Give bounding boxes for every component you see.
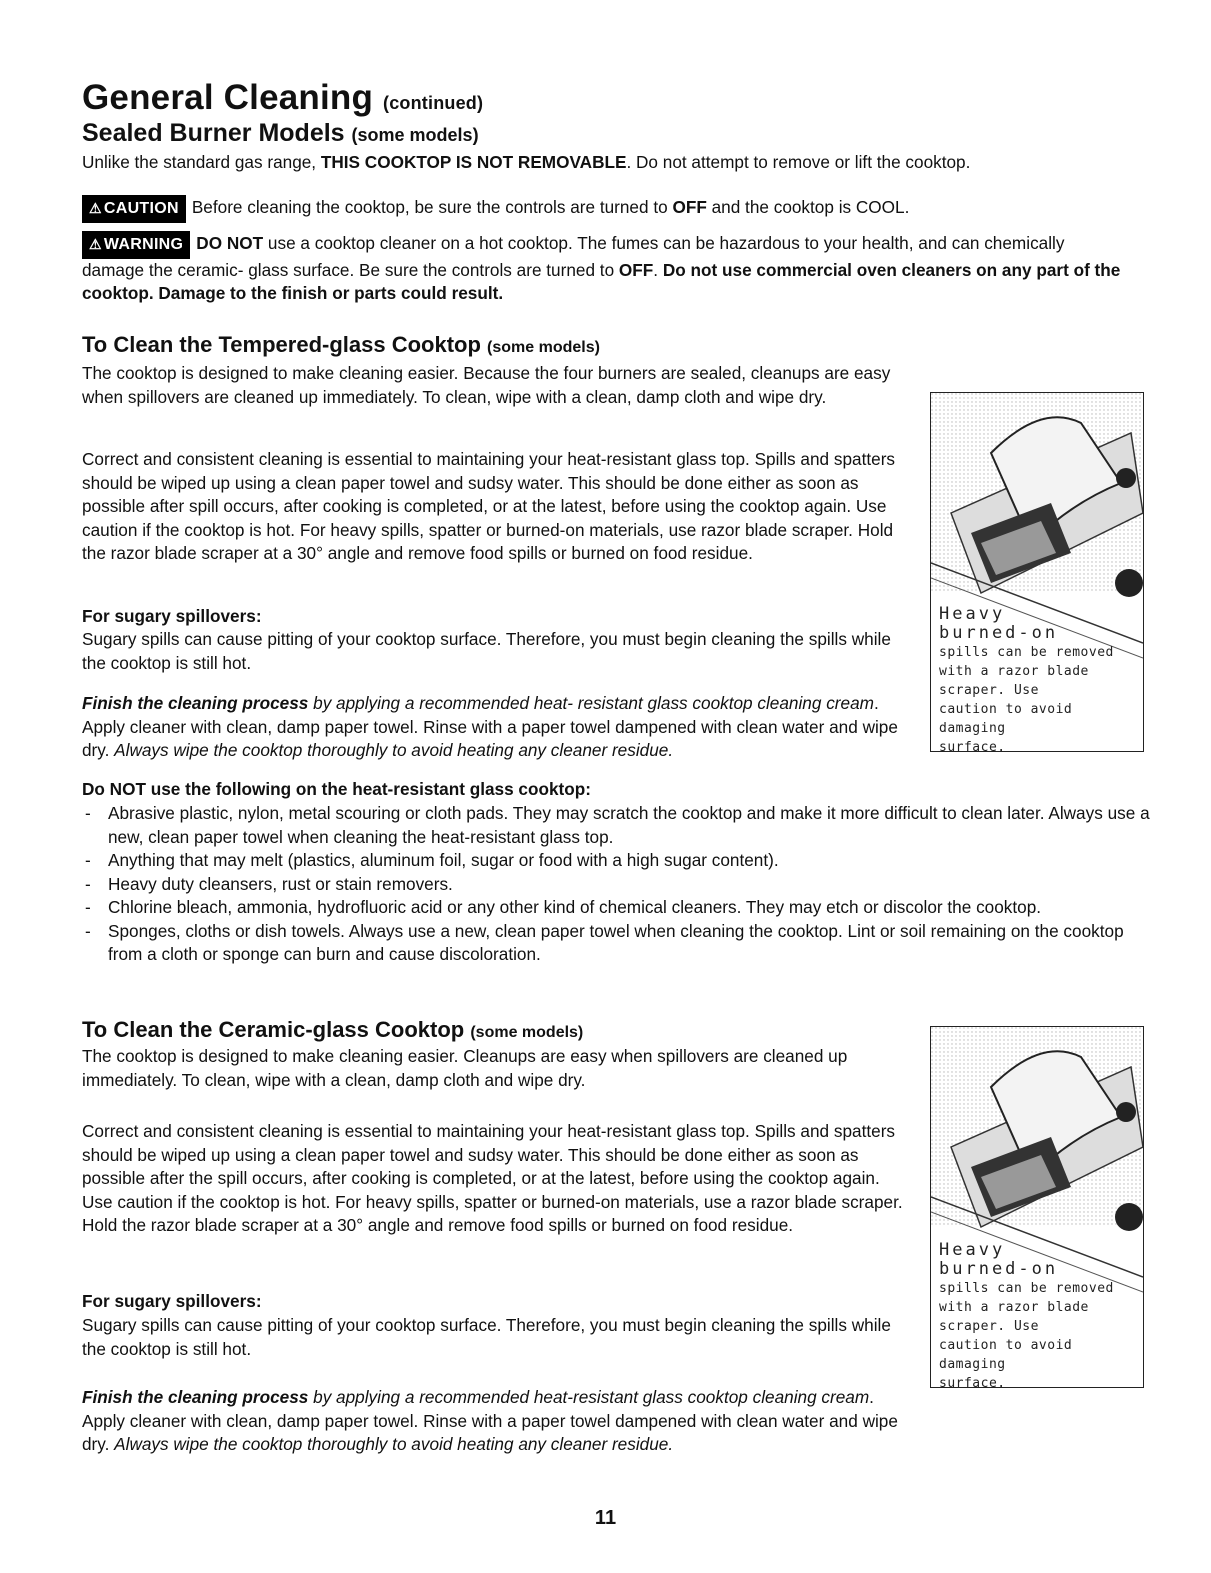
tempered-sugary-heading: For sugary spillovers: [82, 606, 262, 626]
ceramic-sugary-text: Sugary spills can cause pitting of your cooktop surface. Therefore, you must begin cleaning the spills while the cooktop is still hot. [82, 1315, 891, 1359]
warning-badge: ⚠ WARNING [82, 231, 190, 259]
page-title-suffix: (continued) [383, 93, 484, 113]
ceramic-finish-text: Finish the cleaning process by applying a recommended heat-resistant glass cooktop cleaning cream. Apply cleaner with clean, damp paper towel. Rinse with a paper towel dampened with clean water and wipe dry. Always wipe the cooktop thoroughly to avoid heating any cleaner residue. [82, 1387, 898, 1454]
list-item: - Anything that may melt (plastics, aluminum foil, sugar or food with a high sugar content). [82, 849, 1152, 873]
figure-caption: Heavy burned-on spills can be removed with a razor blade scraper. Use caution to avoid damaging surface. [939, 604, 1114, 752]
warning-triangle-icon: ⚠ [89, 200, 102, 216]
list-item: - Sponges, cloths or dish towels. Always use a new, clean paper towel when cleaning the cooktop. Lint or soil remaining on the cooktop from a cloth or sponge can burn and cause discoloration. [82, 920, 1152, 967]
list-item: - Heavy duty cleansers, rust or stain removers. [82, 873, 1152, 897]
warning-note: ⚠ WARNING DO NOT use a cooktop cleaner on a hot cooktop. The fumes can be hazardous to your health, and can chemically damage the ceramic- glass surface. Be sure the controls are turned to OFF. Do not use commercial oven cleaners on any part of the cooktop. Damage to the finish or parts could result. [82, 233, 1121, 303]
ceramic-heading: To Clean the Ceramic-glass Cooktop (some models) [82, 1017, 584, 1042]
section-title: Sealed Burner Models (some models) [82, 119, 479, 147]
list-item: - Chlorine bleach, ammonia, hydrofluoric acid or any other kind of chemical cleaners. They may etch or discolor the cooktop. [82, 896, 1152, 920]
ceramic-sugary-heading: For sugary spillovers: [82, 1291, 262, 1311]
cooktop-scraper-illustration [930, 392, 1144, 752]
tempered-para-1: The cooktop is designed to make cleaning easier. Because the four burners are sealed, cleanups are easy when spillovers are cleaned up immediately. To clean, wipe with a clean, damp cloth and wipe dry. [82, 363, 891, 407]
list-item: - Abrasive plastic, nylon, metal scouring or cloth pads. They may scratch the cooktop and make it more difficult to clean later. Always use a new, clean paper towel when cleaning the heat-resistant glass top. [82, 802, 1152, 849]
tempered-finish-text: Finish the cleaning process by applying a recommended heat- resistant glass cooktop cleaning cream. Apply cleaner with clean, damp paper towel. Rinse with a paper towel dampened with clean water and wipe dry. Always wipe the cooktop thoroughly to avoid heating any cleaner residue. [82, 693, 898, 760]
tempered-sugary-text: Sugary spills can cause pitting of your cooktop surface. Therefore, you must begin cleaning the spills while the cooktop is still hot. [82, 629, 891, 673]
tempered-para-2: Correct and consistent cleaning is essential to maintaining your heat-resistant glass top. Spills and spatters should be wiped up using a clean paper towel and sudsy water. This should be done either as soon as possible after spill occurs, after cooking is completed, or at the latest, before using the cooktop again. Use caution if the cooktop is hot. For heavy spills, spatter or burned-on materials, use razor blade scraper. Hold the razor blade scraper at a 30° angle and remove food spills or burned on food residue. [82, 449, 896, 563]
warning-triangle-icon: ⚠ [89, 236, 102, 252]
donot-list [82, 802, 1152, 967]
intro-text: Unlike the standard gas range, THIS COOKTOP IS NOT REMOVABLE. Do not attempt to remove or lift the cooktop. [82, 152, 971, 172]
donot-heading: Do NOT use the following on the heat-resistant glass cooktop: [82, 779, 591, 799]
ceramic-para-1: The cooktop is designed to make cleaning easier. Cleanups are easy when spillovers are cleaned up immediately. To clean, wipe with a clean, damp cloth and wipe dry. [82, 1046, 848, 1090]
caution-badge: ⚠ CAUTION [82, 195, 186, 223]
tempered-heading: To Clean the Tempered-glass Cooktop (some models) [82, 332, 600, 357]
cooktop-scraper-illustration [930, 1026, 1144, 1388]
section-title-suffix: (some models) [351, 125, 479, 145]
caution-note: ⚠ CAUTION Before cleaning the cooktop, be sure the controls are turned to OFF and the cooktop is COOL. [82, 195, 1152, 223]
page-title: General Cleaning (continued) [82, 78, 484, 117]
figure-caption: Heavy burned-on spills can be removed with a razor blade scraper. Use caution to avoid damaging surface. [939, 1240, 1114, 1388]
ceramic-para-2: Correct and consistent cleaning is essential to maintaining your heat-resistant glass top. Spills and spatters should be wiped up using a clean paper towel and sudsy water. This should be done either as soon as possible after the spill occurs, after cooking is completed, or at the latest, before using the cooktop again. Use caution if the cooktop is hot. For heavy spills, spatter or burned-on materials, use a razor blade scraper. Hold the razor blade scraper at a 30° angle and remove food spills or burned on food residue. [82, 1121, 903, 1235]
page-number: 11 [594, 1507, 617, 1529]
